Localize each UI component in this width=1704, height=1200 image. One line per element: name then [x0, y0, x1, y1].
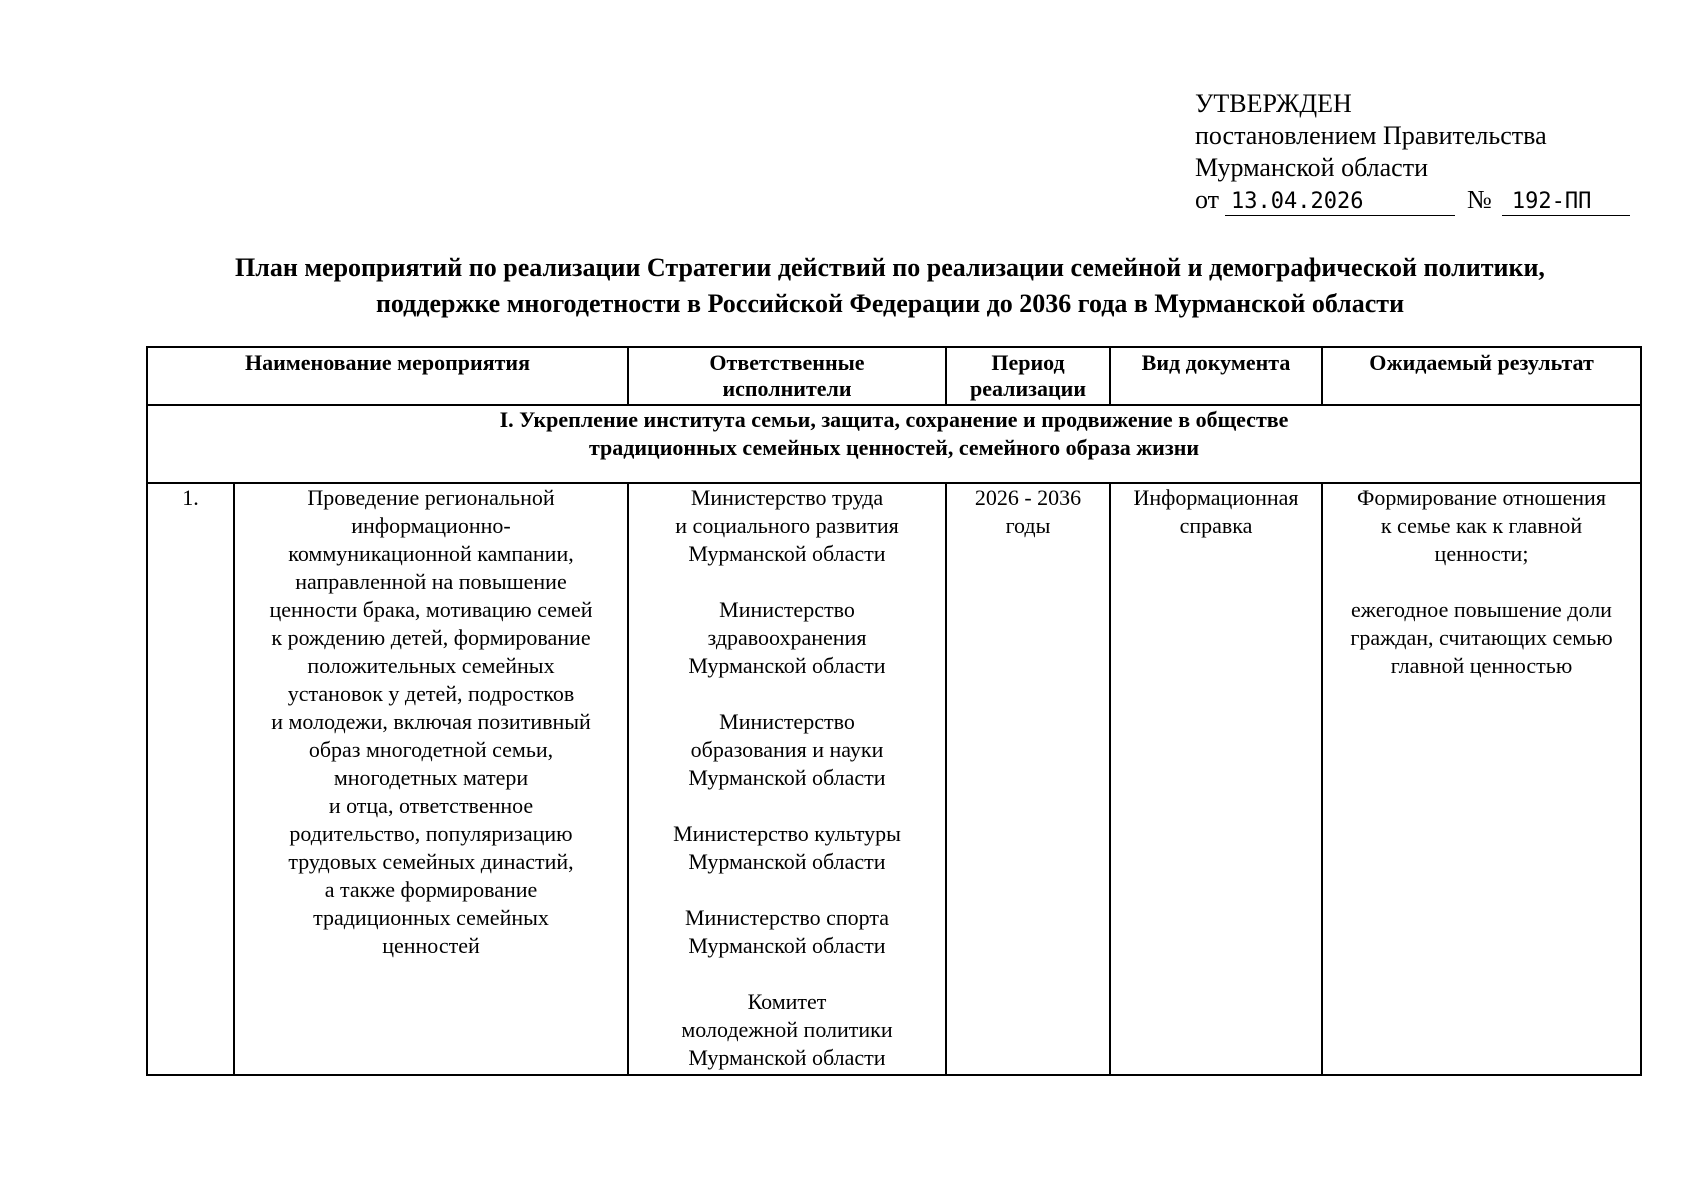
executor-line: молодежной политики [681, 1017, 893, 1042]
approval-number: 192-ПП [1502, 189, 1630, 216]
row-executors [628, 483, 946, 1075]
approval-line-2: Мурманской области [1195, 153, 1428, 182]
activity-line: а также формирование [324, 877, 538, 902]
activity-line: традиционных семейных [313, 905, 549, 930]
activity-line: ценностей [382, 933, 480, 958]
activity-line: к рождению детей, формирование [271, 625, 591, 650]
executor-youth-committee [635, 988, 939, 1072]
executor-line: Министерство труда [690, 485, 884, 510]
activity-line: образ многодетной семьи, [308, 737, 554, 762]
spacer [635, 876, 939, 904]
activity-line: установок у детей, подростков [287, 681, 575, 706]
plan-table [146, 346, 1642, 1076]
executor-line: Мурманской области [688, 541, 886, 566]
executor-health-ministry [635, 596, 939, 680]
activity-line: ценности брака, мотивацию семей [269, 597, 593, 622]
section-row [147, 405, 1641, 483]
document-title-line-1: План мероприятий по реализации Стратегии действий по реализации семейной и демографической политики, [235, 253, 1545, 282]
section-heading-line-2: традиционных семейных ценностей, семейного образа жизни [588, 435, 1200, 460]
date-prefix: от [1195, 185, 1220, 214]
row-period [946, 483, 1110, 1075]
doc-type-line-1: Информационная [1133, 485, 1299, 510]
executor-labour-ministry [635, 484, 939, 568]
header-doc-type: Вид документа [1110, 347, 1322, 405]
executor-culture-ministry [635, 820, 939, 876]
executor-line: Мурманской области [688, 653, 886, 678]
section-heading-line-1: I. Укрепление института семьи, защита, сохранение и продвижение в обществе [499, 407, 1289, 432]
activity-line: и отца, ответственное [328, 793, 534, 818]
row-number: 1. [147, 483, 234, 1075]
period-line-2: годы [1005, 513, 1051, 538]
executor-line: Министерство [719, 709, 855, 734]
document-title [140, 250, 1640, 322]
activity-line: информационно- [351, 513, 511, 538]
result-line: ценности; [1434, 541, 1529, 566]
executor-line: Мурманской области [688, 849, 886, 874]
activity-line: и молодежи, включая позитивный [271, 709, 591, 734]
row-doc-type [1110, 483, 1322, 1075]
header-result: Ожидаемый результат [1322, 347, 1641, 405]
executor-line: образования и науки [690, 737, 884, 762]
period-line-1: 2026 - 2036 [974, 485, 1082, 510]
executor-line: Министерство спорта [684, 905, 890, 930]
approval-date-row [1195, 184, 1630, 216]
document-title-line-2: поддержке многодетности в Российской Федерации до 2036 года в Мурманской области [375, 289, 1405, 318]
section-heading [147, 405, 1641, 483]
activity-line: направленной на повышение [295, 569, 567, 594]
activity-line: коммуникационной кампании, [288, 541, 574, 566]
header-period-line-1: Период [991, 350, 1065, 375]
spacer [635, 568, 939, 596]
executor-line: здравоохранения [707, 625, 867, 650]
activity-line: Проведение региональной [307, 485, 555, 510]
spacer [635, 680, 939, 708]
executor-sport-ministry [635, 904, 939, 960]
executor-line: и социального развития [675, 513, 899, 538]
activity-line: положительных семейных [307, 653, 555, 678]
spacer [635, 792, 939, 820]
spacer [1329, 568, 1634, 596]
result-line: ежегодное повышение доли [1351, 597, 1612, 622]
executor-line: Комитет [747, 989, 827, 1014]
spacer [635, 960, 939, 988]
executor-line: Министерство культуры [673, 821, 901, 846]
approval-heading: УТВЕРЖДЕН [1195, 89, 1352, 118]
activity-line: родительство, популяризацию [289, 821, 573, 846]
executor-line: Мурманской области [688, 765, 886, 790]
approval-stamp [1195, 88, 1630, 216]
activity-line: трудовых семейных династий, [288, 849, 574, 874]
header-executors-line-1: Ответственные [709, 350, 865, 375]
table-row [147, 483, 1641, 1075]
result-line: к семье как к главной [1380, 513, 1583, 538]
executor-education-ministry [635, 708, 939, 792]
header-executors [628, 347, 946, 405]
header-executors-line-2: исполнители [722, 376, 852, 401]
result-line: граждан, считающих семью [1350, 625, 1613, 650]
approval-date: 13.04.2026 [1225, 189, 1455, 216]
header-name: Наименование мероприятия [147, 347, 628, 405]
activity-line: многодетных матери [333, 765, 529, 790]
result-line: главной ценностью [1390, 653, 1573, 678]
executor-line: Министерство [719, 597, 855, 622]
executor-line: Мурманской области [688, 933, 886, 958]
header-period [946, 347, 1110, 405]
executor-line: Мурманской области [688, 1045, 886, 1070]
header-period-line-2: реализации [969, 376, 1087, 401]
table-header-row [147, 347, 1641, 405]
row-activity-name [234, 483, 628, 1075]
result-line: Формирование отношения [1357, 485, 1606, 510]
approval-line-1: постановлением Правительства [1195, 121, 1547, 150]
row-result [1322, 483, 1641, 1075]
doc-type-line-2: справка [1179, 513, 1253, 538]
number-sign: № [1467, 185, 1492, 214]
